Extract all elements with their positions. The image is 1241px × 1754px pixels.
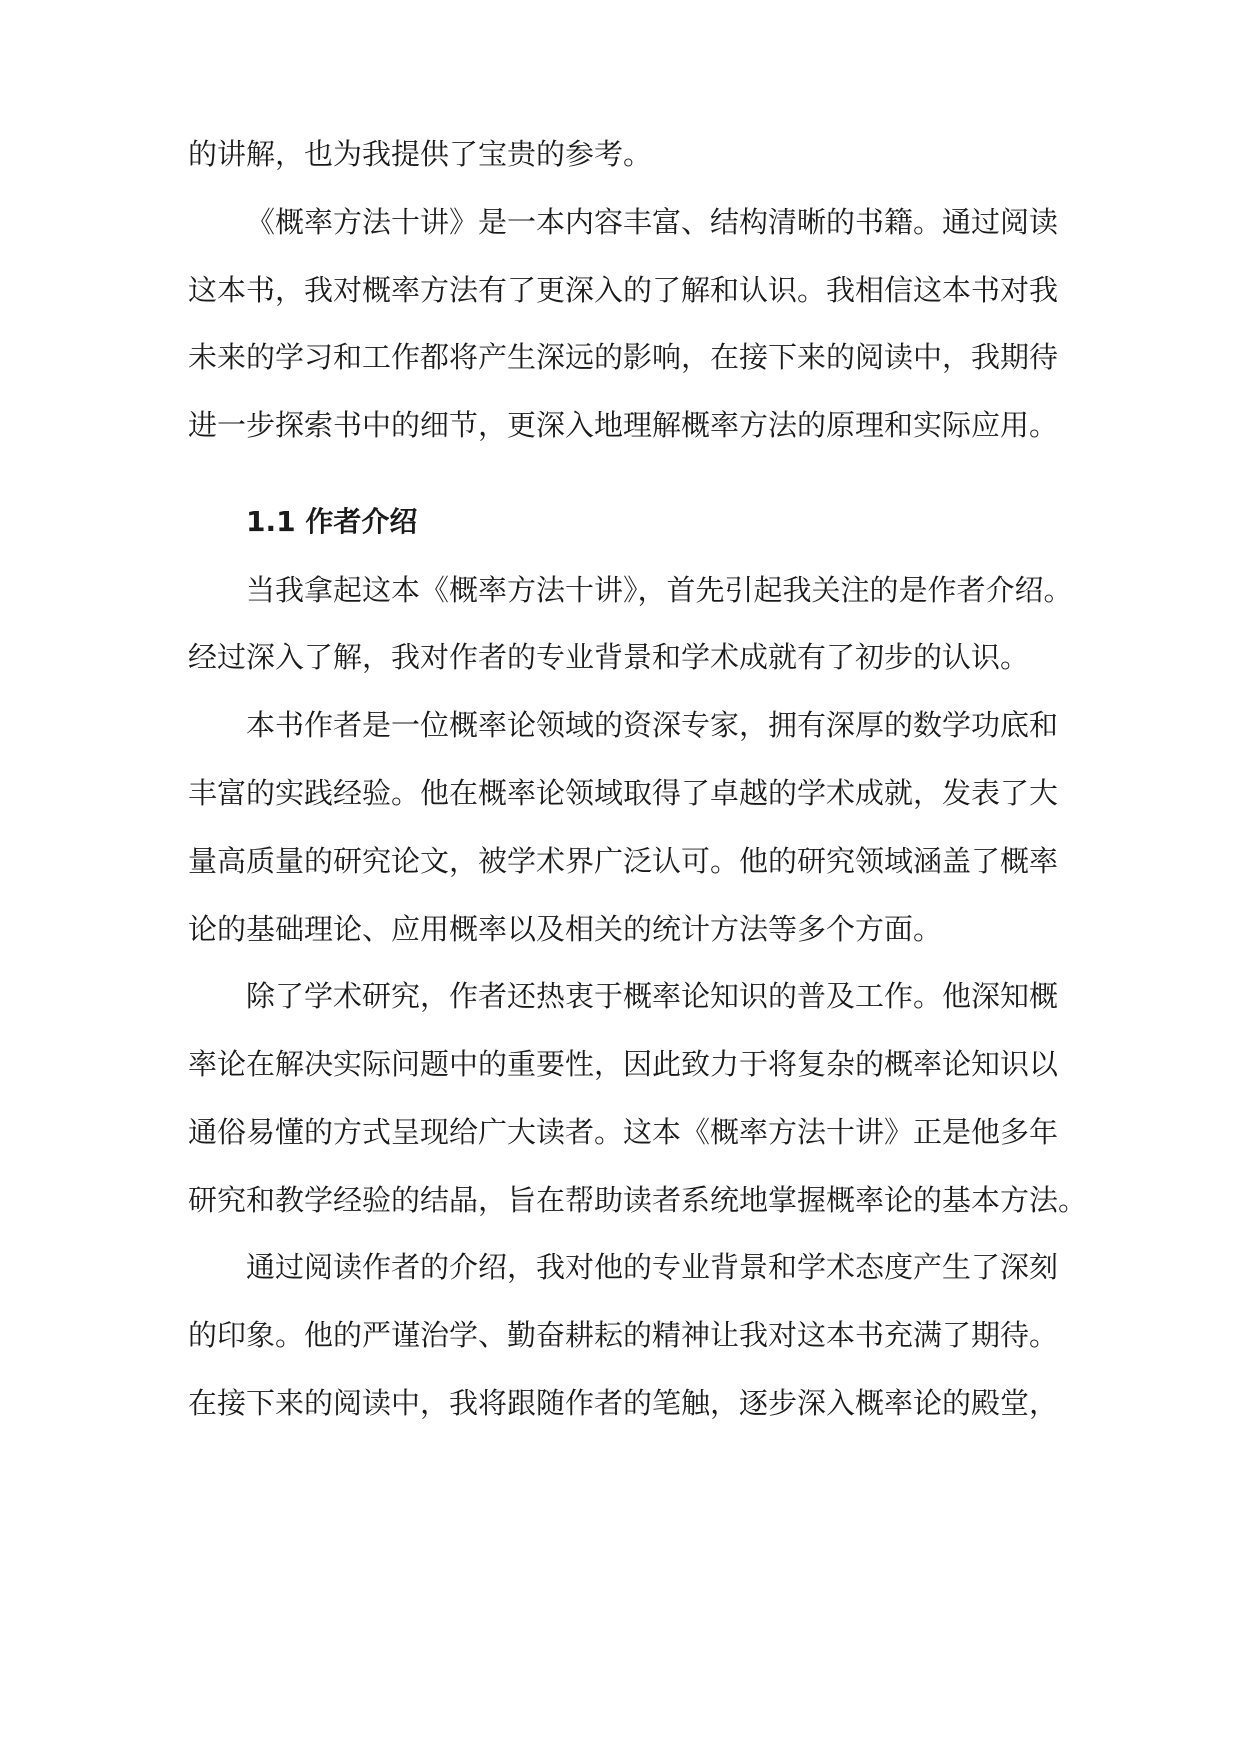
text-line: 丰富的实践经验。他在概率论领域取得了卓越的学术成就，发表了大 [188,776,1059,810]
text-line: 的讲解，也为我提供了宝贵的参考。 [188,137,653,171]
text-line: 经过深入了解，我对作者的专业背景和学术成就有了初步的认识。 [188,640,1030,674]
text-line: 当我拿起这本《概率方法十讲》，首先引起我关注的是作者介绍。 [246,573,1073,607]
text-line: 除了学术研究，作者还热衷于概率论知识的普及工作。他深知概 [246,979,1059,1013]
text-line: 率论在解决实际问题中的重要性，因此致力于将复杂的概率论知识以 [188,1047,1059,1081]
text-line: 量高质量的研究论文，被学术界广泛认可。他的研究领域涵盖了概率 [188,844,1059,878]
text-line: 这本书，我对概率方法有了更深入的了解和认识。我相信这本书对我 [188,273,1059,307]
text-line: 本书作者是一位概率论领域的资深专家，拥有深厚的数学功底和 [246,708,1059,742]
text-line: 通过阅读作者的介绍，我对他的专业背景和学术态度产生了深刻 [246,1250,1059,1284]
text-line: 研究和教学经验的结晶，旨在帮助读者系统地掌握概率论的基本方法。 [188,1183,1088,1217]
text-line: 未来的学习和工作都将产生深远的影响，在接下来的阅读中，我期待 [188,340,1059,374]
text-line: 通俗易懂的方式呈现给广大读者。这本《概率方法十讲》正是他多年 [188,1115,1059,1149]
section-heading: 1.1 作者介绍 [246,505,418,538]
text-line: 《概率方法十讲》是一本内容丰富、结构清晰的书籍。通过阅读 [246,205,1059,239]
text-line: 在接下来的阅读中，我将跟随作者的笔触，逐步深入概率论的殿堂， [188,1386,1059,1420]
text-line: 进一步探索书中的细节，更深入地理解概率方法的原理和实际应用。 [188,408,1059,442]
text-line: 的印象。他的严谨治学、勤奋耕耘的精神让我对这本书充满了期待。 [188,1318,1059,1352]
text-line: 论的基础理论、应用概率以及相关的统计方法等多个方面。 [188,912,943,946]
